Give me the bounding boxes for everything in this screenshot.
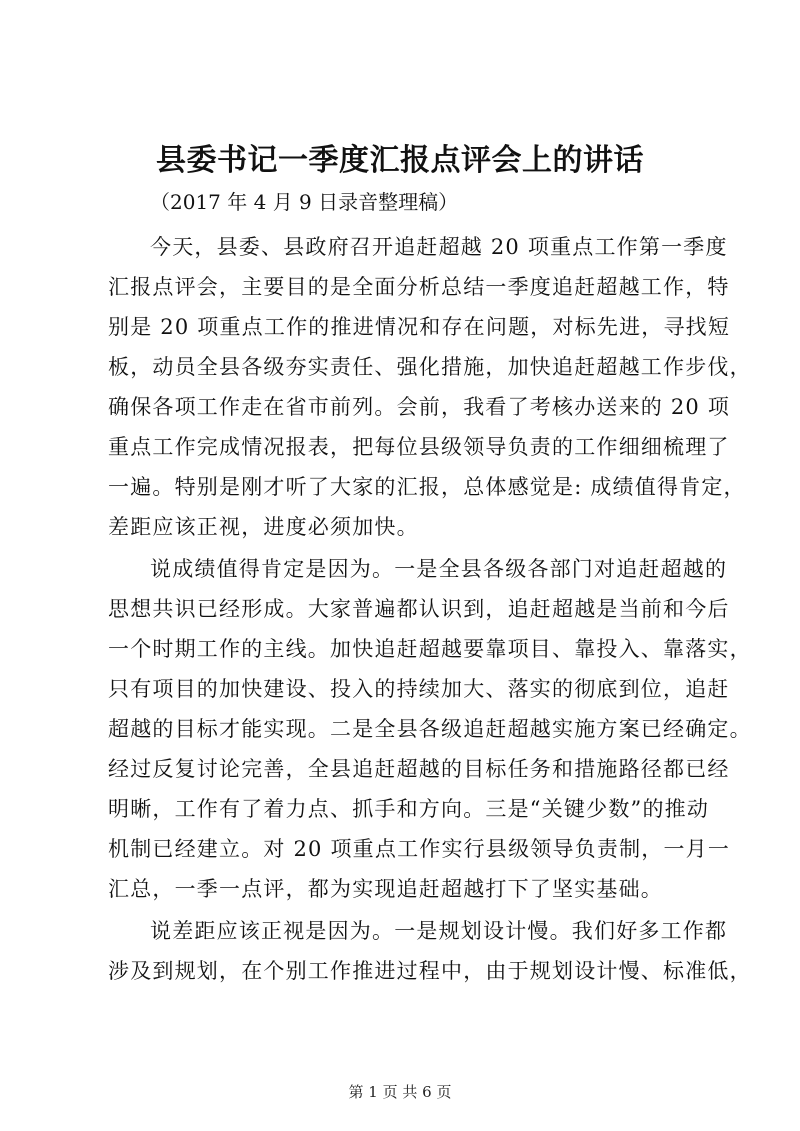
paragraph-2-line-9: 汇总，一季一点评，都为实现追赶超越打下了坚实基础。 xyxy=(108,877,663,901)
paragraph-2-line-2: 思想共识已经形成。大家普遍都认识到，追赶超越是当前和今后 xyxy=(108,597,730,621)
paragraph-2-line-4: 只有项目的加快建设、投入的持续加大、落实的彻底到位，追赶 xyxy=(108,677,730,701)
paragraph-1-line-7: 一遍。特别是刚才听了大家的汇报，总体感觉是: 成绩值得肯定， xyxy=(108,475,746,499)
page-number-footer: 第 1 页 共 6 页 xyxy=(348,1083,452,1101)
paragraph-2-line-6: 经过反复讨论完善，全县追赶超越的目标任务和措施路径都已经 xyxy=(108,757,730,781)
paragraph-1-line-3: 别是 20 项重点工作的推进情况和存在问题，对标先进，寻找短 xyxy=(108,315,731,339)
document-title: 县委书记一季度汇报点评会上的讲话 xyxy=(156,143,644,178)
paragraph-2-line-1: 说成绩值得肯定是因为。一是全县各级各部门对追赶超越的 xyxy=(150,557,728,581)
paragraph-1-line-4: 板，动员全县各级夯实责任、强化措施，加快追赶超越工作步伐， xyxy=(108,355,752,379)
paragraph-2-line-5: 超越的目标才能实现。二是全县各级追赶超越实施方案已经确定。 xyxy=(108,717,752,741)
paragraph-3-line-2: 涉及到规划，在个别工作推进过程中，由于规划设计慢、标准低， xyxy=(108,959,752,983)
paragraph-1-line-5: 确保各项工作走在省市前列。会前，我看了考核办送来的 20 项 xyxy=(108,395,731,419)
paragraph-2-line-8: 机制已经建立。对 20 项重点工作实行县级领导负责制，一月一 xyxy=(108,837,731,861)
document-subtitle: （2017 年 4 月 9 日录音整理稿） xyxy=(150,190,459,214)
paragraph-2-line-7: 明晰，工作有了着力点、抓手和方向。三是“关键少数”的推动 xyxy=(108,797,710,821)
paragraph-1-line-2: 汇报点评会，主要目的是全面分析总结一季度追赶超越工作，特 xyxy=(108,275,730,299)
paragraph-1-line-6: 重点工作完成情况报表，把每位县级领导负责的工作细细梳理了 xyxy=(108,435,730,459)
paragraph-1-line-1: 今天，县委、县政府召开追赶超越 20 项重点工作第一季度 xyxy=(150,235,728,259)
paragraph-3-line-1: 说差距应该正视是因为。一是规划设计慢。我们好多工作都 xyxy=(150,919,728,943)
paragraph-2-line-3: 一个时期工作的主线。加快追赶超越要靠项目、靠投入、靠落实， xyxy=(108,637,752,661)
paragraph-1-line-8: 差距应该正视，进度必须加快。 xyxy=(108,515,419,539)
